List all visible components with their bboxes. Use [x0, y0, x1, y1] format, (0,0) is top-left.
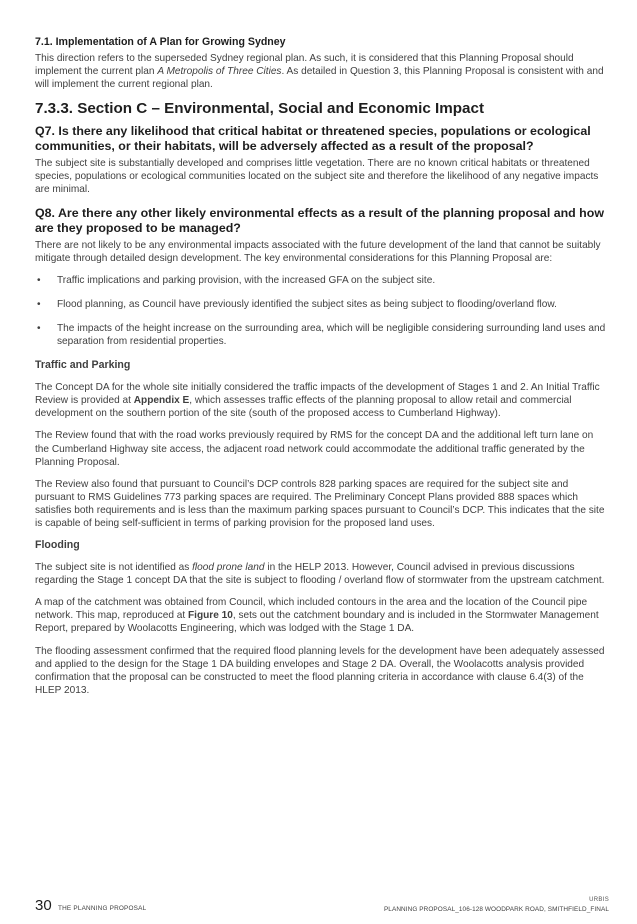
considerations-list: [35, 274, 607, 348]
flood-prone-italic: flood prone land: [192, 562, 265, 574]
list-item: • Traffic implications and parking provision, with the increased GFA on the subject site.: [37, 274, 436, 286]
paragraph-7-1: This direction refers to the superseded Sydney regional plan. As such, it is considered that this Planning Proposal should implement the current plan A Metropolis of Three Cities. As detailed in Question 3, this Planning Proposal is consistent with and will implement the current regional plan.: [35, 53, 604, 91]
bullet-icon: •: [37, 322, 41, 334]
list-item: • Flood planning, as Council have previously identified the subject sites as being subject to flooding/overland flow.: [37, 298, 557, 310]
traffic-paragraph-1: The Concept DA for the whole site initially considered the traffic impacts of the development of Stages 1 and 2. An Initial Traffic Review is provided at Appendix E, which assesses traffic effects of the planning proposal to allow retail and commercial development on the southern portion of the site (south of the proposed access to Cumberland Highway).: [35, 382, 600, 420]
question-7-heading: Q7. Is there any likelihood that critical habitat or threatened species, populations or ecological communities, or their habitats, will be adversely affected as a result of the proposal?: [35, 124, 591, 154]
traffic-heading: Traffic and Parking: [35, 359, 131, 372]
traffic-paragraph-3: The Review also found that pursuant to Council’s DCP controls 828 parking spaces are required for the subject site and pursuant to RMS Guidelines 773 parking spaces are required. The Preliminary Concept Plans provided 888 spaces which satisfies both requirements and is less than the maximum parking spaces pursuant to Council’s DCP. This indicates that the site is capable of being self-sufficient in terms of parking provision for the proposed land uses.: [35, 478, 605, 529]
traffic-paragraph-2: The Review found that with the road works previously required by RMS for the concept DA and the additional left turn lane on the Cumberland Highway site access, the adjacent road network could accommodate the additional traffic generated by the Planning Proposal.: [35, 430, 594, 468]
question-8-heading: Q8. Are there any other likely environmental effects as a result of the planning proposal and how are they proposed to be managed?: [35, 205, 604, 235]
flooding-heading: Flooding: [35, 539, 80, 552]
flooding-paragraph-1: The subject site is not identified as flood prone land in the HELP 2013. However, Council advised in previous discussions regarding the Stage 1 concept DA that the site is subject to flooding / overland flow of stormwater from the upstream catchment.: [35, 562, 605, 587]
figure-reference: Figure 10: [187, 610, 233, 622]
flooding-paragraph-3: The flooding assessment confirmed that the required flood planning levels for the development have been adequately assessed and applied to the design for the Stage 1 DA building envelopes and Stage 2 DA. Overall, the Woolacotts analysis provided confirmation that the proposal can be constructed to meet the flood planning criteria in accordance with clause 6.4(3) of the HLEP 2013.: [35, 645, 605, 696]
page-footer: [35, 897, 609, 919]
footer-section-title: THE PLANNING PROPOSAL: [58, 905, 147, 912]
footer-document-title: PLANNING PROPOSAL_106-128 WOODPARK ROAD, SMITHFIELD_FINAL: [383, 906, 609, 913]
appendix-reference: Appendix E: [133, 395, 190, 407]
brand-logo: URBIS: [589, 897, 609, 903]
bullet-icon: •: [37, 274, 41, 286]
flooding-paragraph-2: A map of the catchment was obtained from Council, which included contours in the area and the location of the Council pipe network. This map, reproduced at Figure 10, sets out the catchment boundary and is included in the Stormwater Management Report, prepared by Woolacotts Engineering, which was lodged with the Stage 1 DA.: [35, 597, 599, 635]
plan-title-italic: A Metropolis of Three Cities: [157, 66, 282, 78]
page-number: 30: [35, 897, 52, 914]
heading-7-1: 7.1. Implementation of A Plan for Growing Sydney: [35, 36, 286, 48]
heading-7-3-3: 7.3.3. Section C – Environmental, Social and Economic Impact: [35, 100, 485, 118]
document-body: [35, 36, 607, 706]
question-7-answer: The subject site is substantially developed and comprises little vegetation. There are no known critical habitats or threatened species, populations or ecological communities located on the subject site and therefore the likelihood of any negative impacts are minimal.: [35, 158, 599, 196]
list-item: • The impacts of the height increase on the surrounding area, which will be negligible considering surrounding land uses and separation from residential properties.: [37, 322, 606, 348]
question-8-answer: There are not likely to be any environmental impacts associated with the future development of the land that cannot be suitably mitigate through detailed design development. The key environmental considerations for this Planning Proposal are:: [35, 239, 601, 264]
bullet-icon: •: [37, 298, 41, 310]
